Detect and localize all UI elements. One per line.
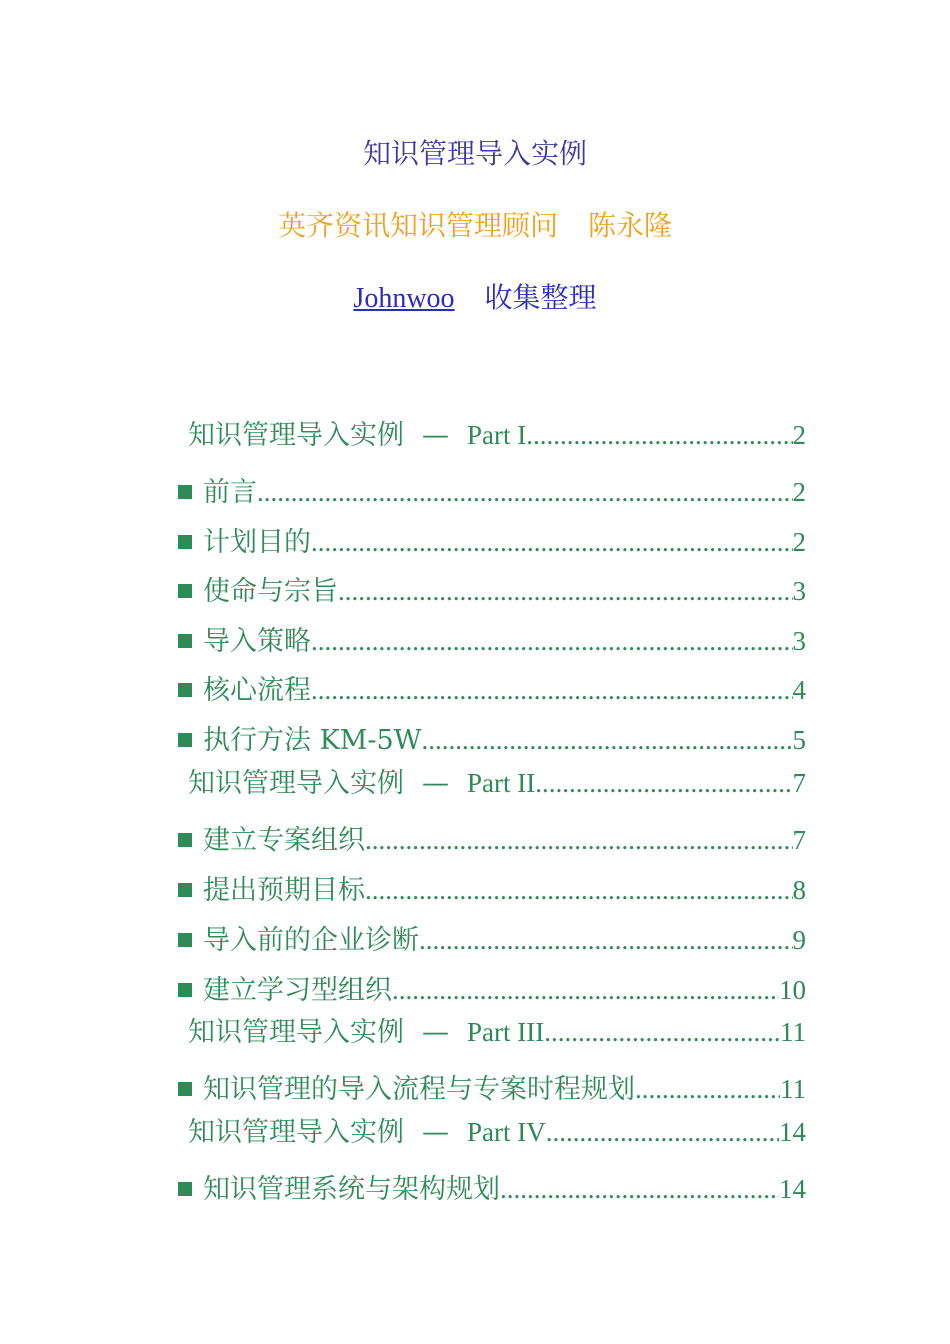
toc-part-number: Part I — [467, 420, 527, 450]
square-bullet-icon — [178, 933, 192, 947]
toc-page-number: 4 — [792, 675, 806, 705]
toc-entry[interactable] — [178, 718, 806, 754]
toc-leader-dots — [544, 1017, 780, 1048]
toc-label: 知识管理导入实例 — Part IV — [188, 1117, 546, 1148]
toc-label: 知识管理的导入流程与专案时程规划 — [203, 1074, 635, 1105]
toc-leader-dots — [365, 825, 793, 856]
toc-page-number: 7 — [792, 825, 806, 855]
toc-entry[interactable] — [178, 1067, 806, 1103]
toc-entry[interactable] — [178, 470, 806, 506]
toc-label: 使命与宗旨 — [203, 576, 338, 607]
toc-entry[interactable] — [178, 569, 806, 605]
toc-label: 导入策略 — [203, 626, 311, 657]
author-line — [0, 204, 950, 244]
toc-label: 执行方法 KM-5W — [203, 725, 422, 756]
square-bullet-icon — [178, 634, 192, 648]
square-bullet-icon — [178, 584, 192, 598]
toc-leader-dots — [535, 768, 792, 799]
toc-page-number: 2 — [792, 477, 806, 507]
square-bullet-icon — [178, 535, 192, 549]
square-bullet-icon — [178, 883, 192, 897]
toc-part-heading[interactable] — [178, 1110, 806, 1146]
toc-entry[interactable] — [178, 1167, 806, 1203]
toc-leader-dots — [635, 1074, 780, 1105]
toc-entry[interactable] — [178, 818, 806, 854]
toc-leader-dots — [546, 1117, 779, 1148]
toc-leader-dots — [392, 975, 779, 1006]
toc-page-number: 3 — [792, 626, 806, 656]
toc-label: 计划目的 — [203, 527, 311, 558]
toc-dash: — — [422, 768, 449, 799]
doc-title: 知识管理导入实例 — [362, 137, 587, 170]
toc-part-heading[interactable] — [178, 1010, 806, 1046]
square-bullet-icon — [178, 983, 192, 997]
toc-page-number: 11 — [780, 1017, 806, 1047]
toc-page-number: 7 — [792, 768, 806, 798]
toc-leader-dots — [311, 675, 793, 706]
toc-page-number: 3 — [792, 576, 806, 606]
toc-label: 建立专案组织 — [203, 825, 365, 856]
toc-leader-dots — [257, 477, 793, 508]
collector-link[interactable]: Johnwoo — [353, 283, 455, 314]
toc-dash: — — [422, 420, 449, 451]
toc-leader-dots — [526, 420, 792, 451]
toc-leader-dots — [311, 527, 793, 558]
toc-entry[interactable] — [178, 968, 806, 1004]
square-bullet-icon — [178, 683, 192, 697]
toc-dash: — — [422, 1117, 449, 1148]
square-bullet-icon — [178, 833, 192, 847]
toc-page-number: 2 — [792, 527, 806, 557]
toc-page-number: 8 — [792, 875, 806, 905]
toc-part-heading[interactable] — [178, 761, 806, 797]
toc-dash: — — [422, 1017, 449, 1048]
toc-leader-dots — [421, 725, 792, 756]
square-bullet-icon — [178, 1182, 192, 1196]
author-name: 陈永隆 — [588, 209, 673, 242]
toc-page-number: 10 — [779, 975, 806, 1005]
toc-label: 提出预期目标 — [203, 875, 365, 906]
toc-part-heading[interactable] — [178, 413, 806, 449]
toc-leader-dots — [338, 576, 793, 607]
toc-leader-dots — [419, 925, 793, 956]
collector-action: 收集整理 — [484, 281, 597, 314]
toc-part-number: Part III — [467, 1017, 545, 1047]
author-org: 英齐资讯知识管理顾问 — [277, 209, 558, 242]
toc-part-number: Part IV — [467, 1117, 546, 1147]
square-bullet-icon — [178, 733, 192, 747]
toc-label: 导入前的企业诊断 — [203, 925, 419, 956]
toc-page-number: 2 — [792, 420, 806, 450]
toc-page-number: 14 — [779, 1117, 806, 1147]
toc-entry[interactable] — [178, 868, 806, 904]
toc-page-number: 5 — [792, 725, 806, 755]
toc-page-number: 9 — [792, 925, 806, 955]
toc-leader-dots — [365, 875, 793, 906]
toc-entry[interactable] — [178, 619, 806, 655]
toc-label: 知识管理导入实例 — Part I — [188, 420, 527, 451]
toc-label: 知识管理导入实例 — Part II — [188, 768, 536, 799]
toc-entry[interactable] — [178, 520, 806, 556]
toc-entry[interactable] — [178, 918, 806, 954]
toc-page-number: 11 — [780, 1074, 806, 1104]
toc-label: 核心流程 — [203, 675, 311, 706]
toc-leader-dots — [311, 626, 793, 657]
square-bullet-icon — [178, 1082, 192, 1096]
toc-page-number: 14 — [779, 1174, 806, 1204]
toc-label: 前言 — [203, 477, 257, 508]
toc-part-number: Part II — [467, 768, 536, 798]
toc-label: 知识管理系统与架构规划 — [203, 1174, 500, 1205]
toc-label: 知识管理导入实例 — Part III — [188, 1017, 545, 1048]
toc-entry[interactable] — [178, 668, 806, 704]
toc-leader-dots — [500, 1174, 779, 1205]
square-bullet-icon — [178, 485, 192, 499]
collector-line — [0, 276, 950, 316]
toc-label: 建立学习型组织 — [203, 975, 392, 1006]
